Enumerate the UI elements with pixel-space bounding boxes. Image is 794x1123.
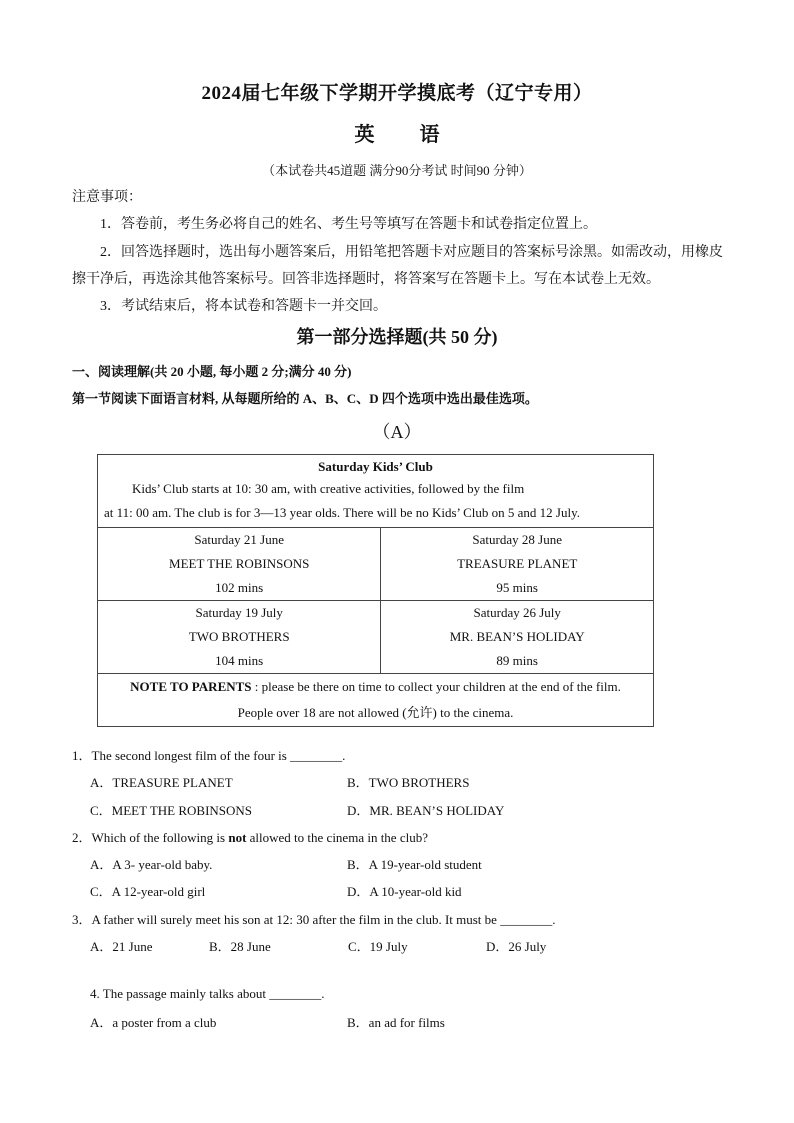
notice-item-2: 2．回答选择题时，选出每小题答案后，用铅笔把答题卡对应题目的答案标号涂黑。如需改动，用橡皮 bbox=[100, 245, 723, 260]
section-heading: 一、阅读理解(共 20 小题, 每小题 2 分;满分 40 分) bbox=[72, 364, 352, 379]
subject-heading: 英 语 bbox=[354, 124, 440, 146]
film-cell bbox=[98, 601, 381, 674]
question-2-emphasis: not bbox=[228, 830, 247, 845]
question-1-option-b: B．TWO BROTHERS bbox=[347, 775, 470, 790]
notice-item-2-continued: 擦干净后，再选涂其他答案标号。回答非选择题时，将答案写在答题卡上。写在本试卷上无效。 bbox=[72, 272, 660, 287]
question-3-option-d: D．26 July bbox=[486, 939, 547, 954]
club-table bbox=[97, 454, 654, 727]
film-length: 104 mins bbox=[215, 653, 264, 668]
club-description-line-2: at 11: 00 am. The club is for 3—13 year olds. There will be no Kids’ Club on 5 and 12 July. bbox=[104, 505, 580, 520]
film-name: MR. BEAN’S HOLIDAY bbox=[449, 629, 585, 644]
question-3-option-a: A．21 June bbox=[90, 939, 153, 954]
film-name: TWO BROTHERS bbox=[188, 629, 290, 644]
exam-info: （本试卷共45道题 满分90分考试 时间90 分钟） bbox=[262, 163, 532, 178]
film-name: TREASURE PLANET bbox=[457, 556, 578, 571]
club-title: Saturday Kids’ Club bbox=[318, 459, 433, 474]
question-4: 4. The passage mainly talks about ________. bbox=[90, 986, 325, 1001]
parent-note-label: NOTE TO PARENTS bbox=[130, 679, 252, 694]
film-length: 102 mins bbox=[215, 580, 264, 595]
notice-item-3: 3．考试结束后，将本试卷和答题卡一并交回。 bbox=[100, 299, 387, 314]
question-2-stem: 2．Which of the following is bbox=[72, 830, 229, 845]
parent-note bbox=[98, 674, 653, 700]
question-4-option-b: B．an ad for films bbox=[347, 1015, 445, 1030]
question-1-option-c: C．MEET THE ROBINSONS bbox=[90, 803, 253, 818]
film-date: Saturday 19 July bbox=[195, 605, 283, 620]
question-2-option-c: C．A 12-year-old girl bbox=[90, 884, 206, 899]
question-3-option-b: B．28 June bbox=[209, 939, 271, 954]
film-name: MEET THE ROBINSONS bbox=[169, 556, 310, 571]
section-instruction: 第一节阅读下面语言材料, 从每题所给的 A、B、C、D 四个选项中选出最佳选项。 bbox=[72, 391, 538, 406]
question-2-option-d: D．A 10-year-old kid bbox=[347, 884, 462, 899]
question-1-option-d: D．MR. BEAN’S HOLIDAY bbox=[347, 803, 505, 818]
question-2 bbox=[72, 827, 428, 846]
film-cell bbox=[381, 528, 654, 601]
club-header-cell bbox=[98, 455, 654, 528]
film-cell bbox=[98, 528, 381, 601]
question-1: 1．The second longest film of the four is ________. bbox=[72, 748, 346, 763]
passage-label: （A） bbox=[372, 422, 422, 442]
question-1-option-a: A．TREASURE PLANET bbox=[90, 775, 233, 790]
film-cell bbox=[381, 601, 654, 674]
question-4-option-a: A．a poster from a club bbox=[90, 1015, 217, 1030]
film-length: 95 mins bbox=[496, 580, 538, 595]
parent-note-line-2: People over 18 are not allowed (允许) to the cinema. bbox=[237, 705, 514, 720]
question-2-option-a: A．A 3- year-old baby. bbox=[90, 857, 213, 872]
exam-title: 2024届七年级下学期开学摸底考（辽宁专用） bbox=[201, 83, 593, 104]
question-2-option-b: B．A 19-year-old student bbox=[347, 857, 482, 872]
film-date: Saturday 21 June bbox=[194, 532, 284, 547]
film-date: Saturday 28 June bbox=[472, 532, 562, 547]
film-date: Saturday 26 July bbox=[473, 605, 561, 620]
film-length: 89 mins bbox=[496, 653, 538, 668]
parent-note-text: : please be there on time to collect your children at the end of the film. bbox=[251, 679, 621, 694]
question-3-option-c: C．19 July bbox=[348, 939, 408, 954]
part-heading: 第一部分选择题(共 50 分) bbox=[296, 327, 498, 347]
question-2-stem-end: allowed to the cinema in the club? bbox=[246, 830, 428, 845]
club-description-line-1: Kids’ Club starts at 10: 30 am, with creative activities, followed by the film bbox=[132, 481, 525, 496]
parent-note-cell bbox=[98, 674, 654, 727]
notice-item-1: 1．答卷前，考生务必将自己的姓名、考生号等填写在答题卡和试卷指定位置上。 bbox=[100, 217, 597, 232]
question-3: 3．A father will surely meet his son at 12: 30 after the film in the club. It must be ________. bbox=[72, 912, 556, 927]
notice-heading: 注意事项： bbox=[72, 190, 142, 205]
